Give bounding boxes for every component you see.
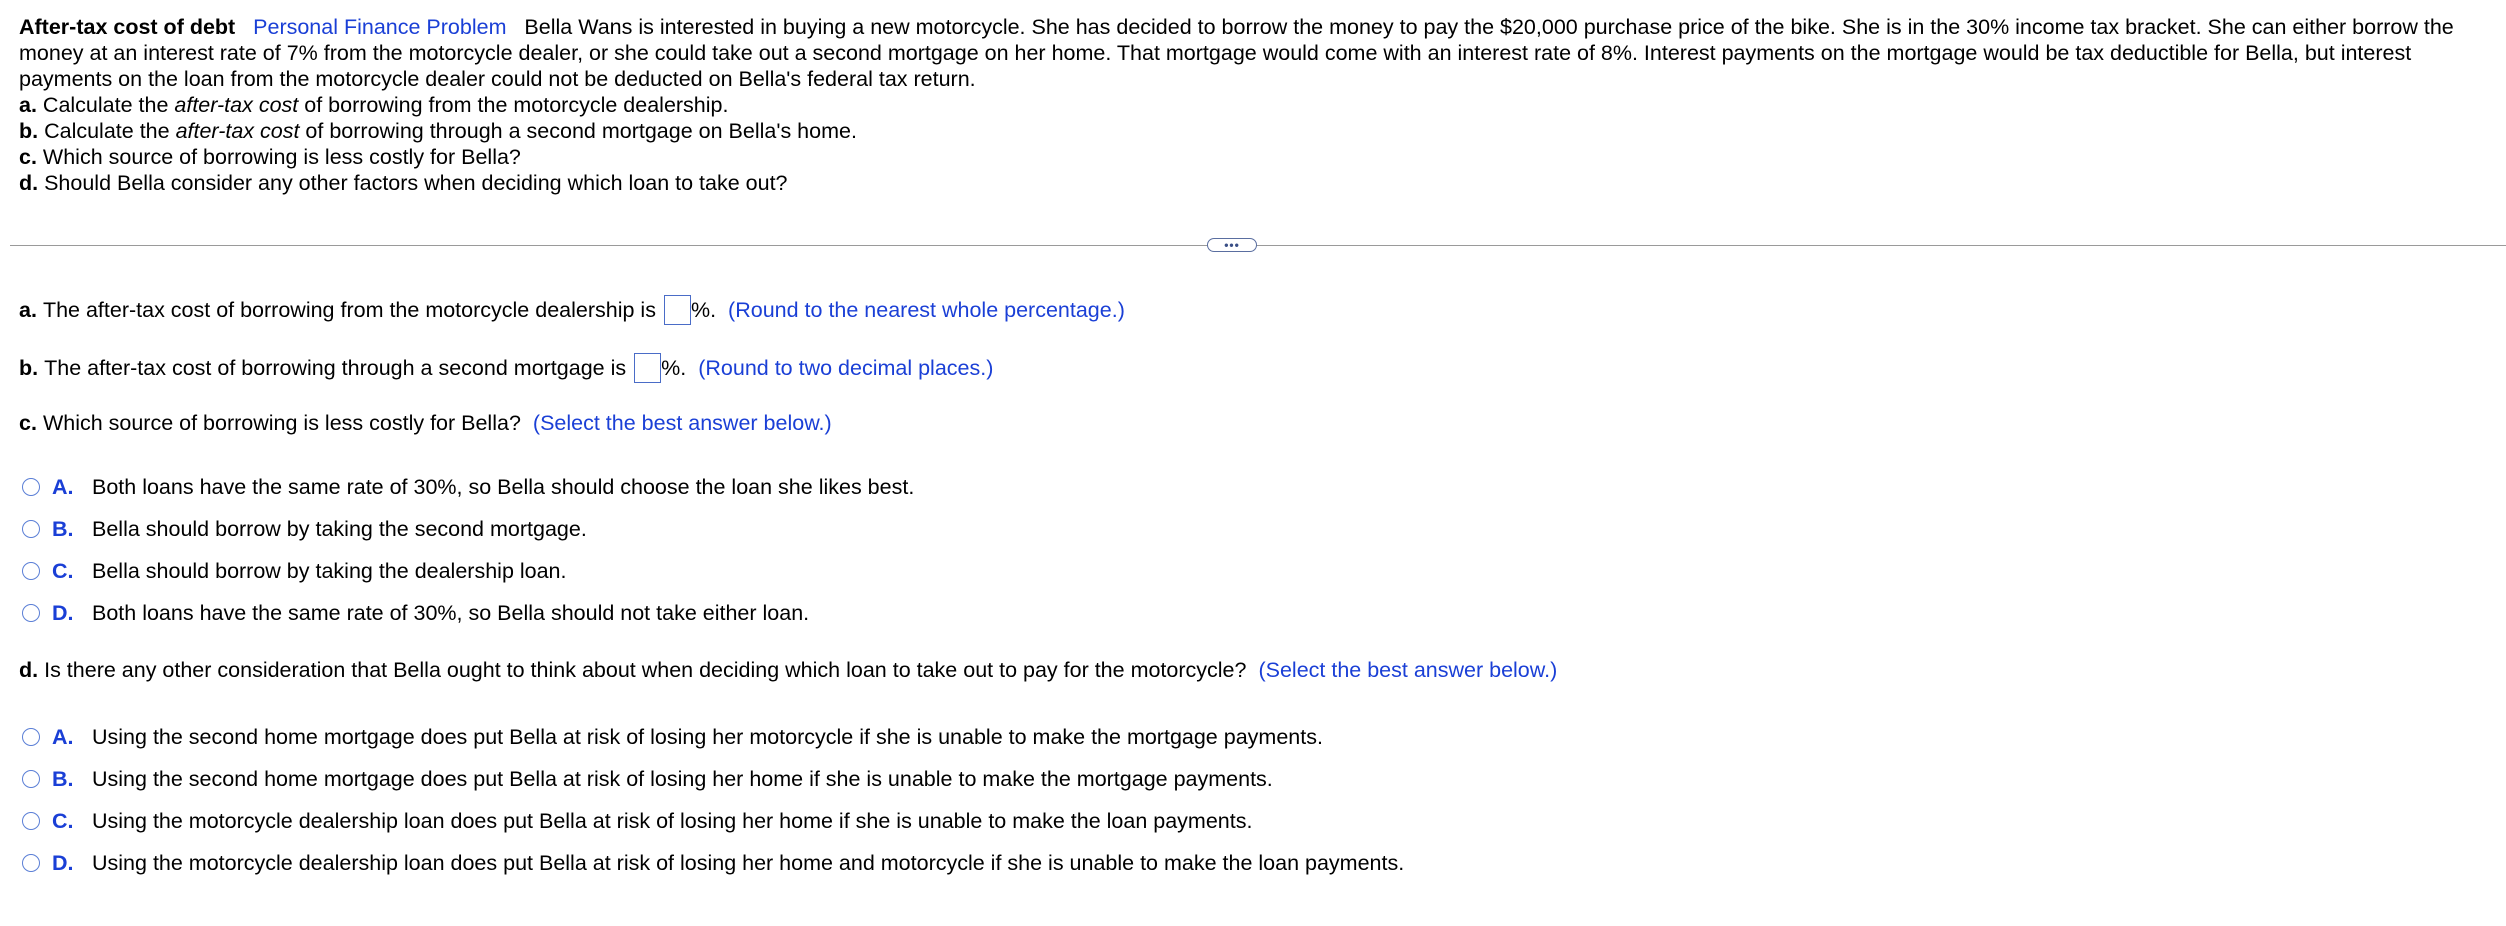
option-text: Using the second home mortgage does put Bella at risk of losing her motorcycle if she is unable to make the mortgage payments. <box>92 725 1323 749</box>
answer-a-input[interactable] <box>664 295 691 325</box>
answer-a-text: The after-tax cost of borrowing from the motorcycle dealership is <box>42 298 656 322</box>
question-letter: b. <box>19 119 39 143</box>
option-d-a[interactable] <box>22 723 1323 751</box>
option-text: Bella should borrow by taking the second mortgage. <box>92 517 587 541</box>
problem-statement <box>19 14 2479 196</box>
option-letter: D. <box>52 851 74 875</box>
answer-b-text: The after-tax cost of borrowing through a second mortgage is <box>44 356 627 380</box>
radio-button[interactable] <box>22 770 40 788</box>
answer-b-suffix: %. <box>661 356 687 380</box>
question-text-end: of borrowing through a second mortgage on Bella's home. <box>299 119 857 143</box>
radio-button[interactable] <box>22 604 40 622</box>
answer-b-label: b. <box>19 356 39 380</box>
option-c-d[interactable] <box>22 599 809 627</box>
answer-b-input[interactable] <box>634 353 661 383</box>
question-d-hint: (Select the best answer below.) <box>1258 658 1558 682</box>
question-text: Should Bella consider any other factors when deciding which loan to take out? <box>44 171 788 195</box>
radio-button[interactable] <box>22 478 40 496</box>
option-text: Both loans have the same rate of 30%, so Bella should not take either loan. <box>92 601 810 625</box>
answer-b-hint: (Round to two decimal places.) <box>698 356 994 380</box>
option-letter: D. <box>52 601 74 625</box>
question-letter: d. <box>19 171 39 195</box>
question-letter: a. <box>19 93 37 117</box>
option-c-b[interactable] <box>22 515 587 543</box>
answer-a-hint: (Round to the nearest whole percentage.) <box>728 298 1125 322</box>
option-letter: A. <box>52 725 74 749</box>
question-letter: c. <box>19 145 37 169</box>
option-text: Bella should borrow by taking the dealership loan. <box>92 559 567 583</box>
option-letter: B. <box>52 767 74 791</box>
radio-button[interactable] <box>22 520 40 538</box>
option-d-d[interactable] <box>22 849 1404 877</box>
section-divider <box>10 245 2506 246</box>
question-c-label: c. <box>19 411 37 435</box>
option-text: Using the motorcycle dealership loan does put Bella at risk of losing her home and motorcycle if she is unable to make the loan payments. <box>92 851 1405 875</box>
answer-a-suffix: %. <box>690 298 717 322</box>
answer-a-label: a. <box>19 298 37 322</box>
option-text: Using the motorcycle dealership loan does put Bella at risk of losing her home if she is unable to make the loan payments. <box>92 809 1253 833</box>
option-text: Using the second home mortgage does put Bella at risk of losing her home if she is unable to make the mortgage payments. <box>92 767 1273 791</box>
radio-button[interactable] <box>22 854 40 872</box>
radio-button[interactable] <box>22 728 40 746</box>
option-d-c[interactable] <box>22 807 1252 835</box>
radio-button[interactable] <box>22 812 40 830</box>
option-d-b[interactable] <box>22 765 1273 793</box>
question-item-a <box>19 92 2479 118</box>
option-text: Both loans have the same rate of 30%, so Bella should choose the loan she likes best. <box>92 475 915 499</box>
question-c-text: Which source of borrowing is less costly for Bella? <box>42 411 521 435</box>
question-text: Calculate the <box>44 119 176 143</box>
problem-paragraph <box>19 14 2479 92</box>
option-letter: C. <box>52 559 74 583</box>
question-emphasis: after-tax cost <box>174 93 299 117</box>
question-d-text: Is there any other consideration that Bella ought to think about when deciding which loan to take out to pay for the motorcycle? <box>44 658 1247 682</box>
option-c-a[interactable] <box>22 473 914 501</box>
question-text-end: of borrowing from the motorcycle dealership. <box>298 93 729 117</box>
question-text: Calculate the <box>42 93 175 117</box>
question-item-d <box>19 170 2479 196</box>
answer-a <box>19 295 1125 325</box>
answer-b <box>19 353 993 383</box>
question-d-label: d. <box>19 658 39 682</box>
expand-more-button[interactable]: ••• <box>1207 238 1257 252</box>
radio-button[interactable] <box>22 562 40 580</box>
problem-text: Bella Wans is interested in buying a new motorcycle. She has decided to borrow the money to pay the $20,000 purchase price of the bike. She is in the 30% income tax bracket. She can either borrow the money at an interest rate of 7% from the motorcycle dealer, or she could take out a second mortgage on her home. That mortgage would come with an interest rate of 8%. Interest payments on the mortgage would be tax deductible for Bella, but interest payments on the loan from the motorcycle dealer could not be deducted on Bella's federal tax return. <box>19 15 2454 91</box>
option-letter: B. <box>52 517 74 541</box>
option-c-c[interactable] <box>22 557 567 585</box>
question-item-c <box>19 144 2479 170</box>
question-item-b <box>19 118 2479 144</box>
option-letter: C. <box>52 809 74 833</box>
problem-tag: Personal Finance Problem <box>253 15 507 39</box>
question-d <box>19 655 1557 685</box>
question-c-hint: (Select the best answer below.) <box>532 411 832 435</box>
option-letter: A. <box>52 475 74 499</box>
question-c <box>19 408 832 438</box>
question-text: Which source of borrowing is less costly for Bella? <box>42 145 521 169</box>
problem-title: After-tax cost of debt <box>19 15 236 39</box>
question-emphasis: after-tax cost <box>175 119 300 143</box>
